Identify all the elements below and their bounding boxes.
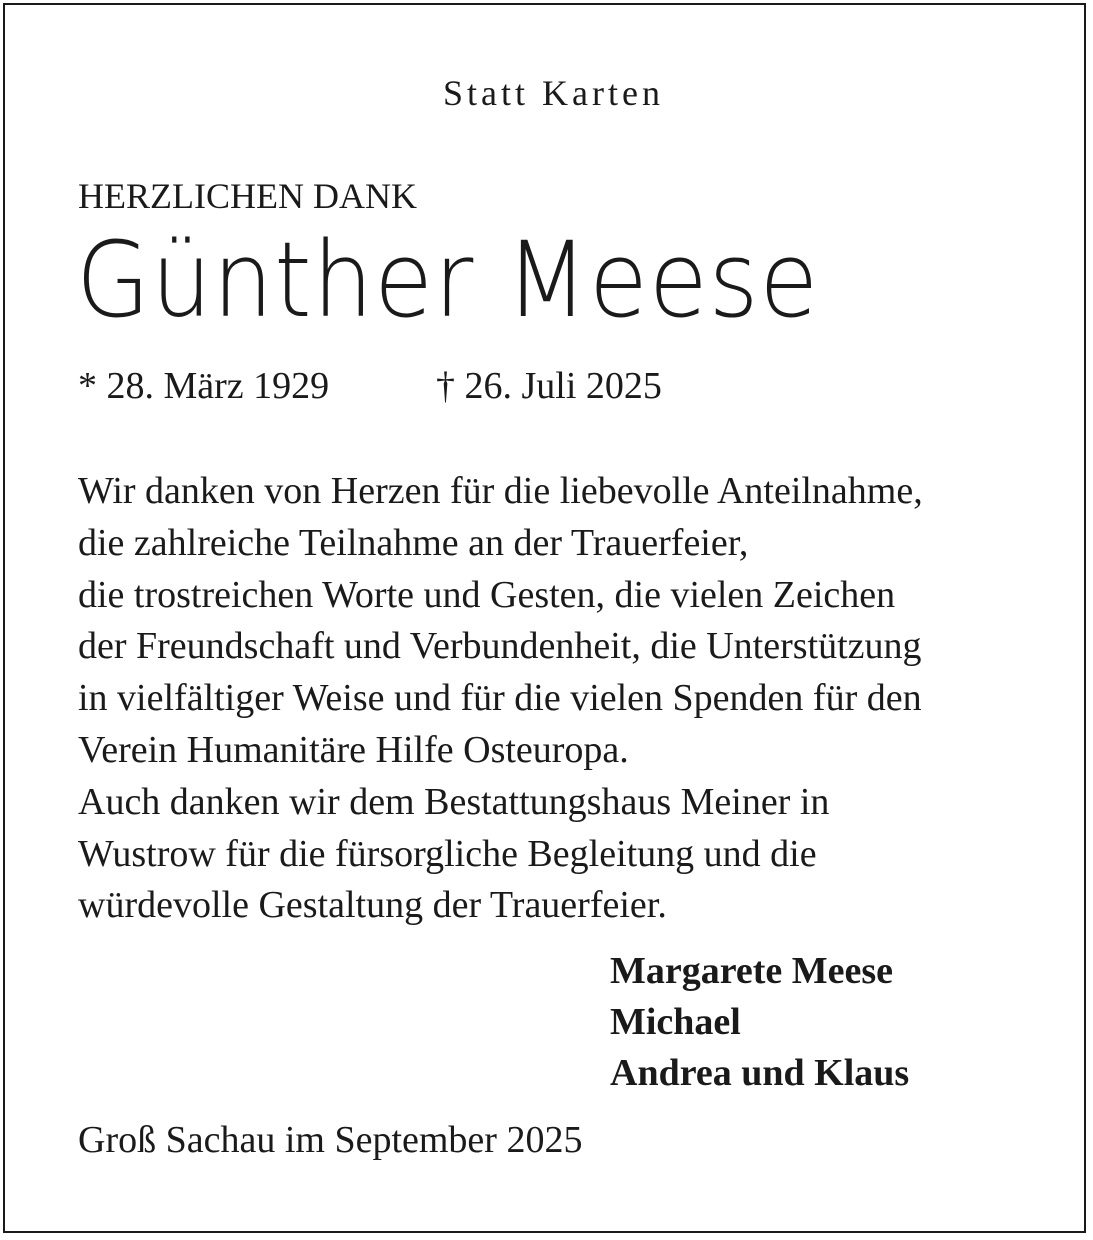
thanks-message — [78, 466, 1038, 932]
message-line: Verein Humanitäre Hilfe Osteuropa. — [78, 728, 629, 771]
place-and-date: Groß Sachau im September 2025 — [78, 1119, 583, 1161]
message-line: würdevolle Gestaltung der Trauerfeier. — [78, 884, 667, 927]
death-date: † 26. Juli 2025 — [436, 365, 662, 407]
message-line: der Freundschaft und Verbundenheit, die Unterstützung — [78, 625, 922, 668]
message-line: die trostreichen Worte und Gesten, die vielen Zeichen — [78, 573, 896, 616]
thanks-heading: HERZLICHEN DANK — [78, 176, 417, 216]
message-line: in vielfältiger Weise und für die vielen Spenden für den — [78, 677, 922, 720]
birth-date: * 28. März 1929 — [78, 365, 330, 407]
signatures — [610, 946, 909, 1099]
message-line: Wustrow für die fürsorgliche Begleitung und die — [78, 832, 817, 875]
message-line: Auch danken wir dem Bestattungshaus Meiner in — [78, 780, 830, 823]
signature-name: Margarete Meese — [610, 950, 894, 992]
notice-header: Statt Karten — [443, 73, 664, 113]
deceased-name: Günther Meese — [76, 219, 820, 341]
message-line: die zahlreiche Teilnahme an der Trauerfeier, — [78, 521, 749, 564]
message-line: Wir danken von Herzen für die liebevolle Anteilnahme, — [78, 470, 923, 512]
signature-name: Andrea und Klaus — [610, 1052, 910, 1094]
signature-name: Michael — [610, 1001, 741, 1043]
